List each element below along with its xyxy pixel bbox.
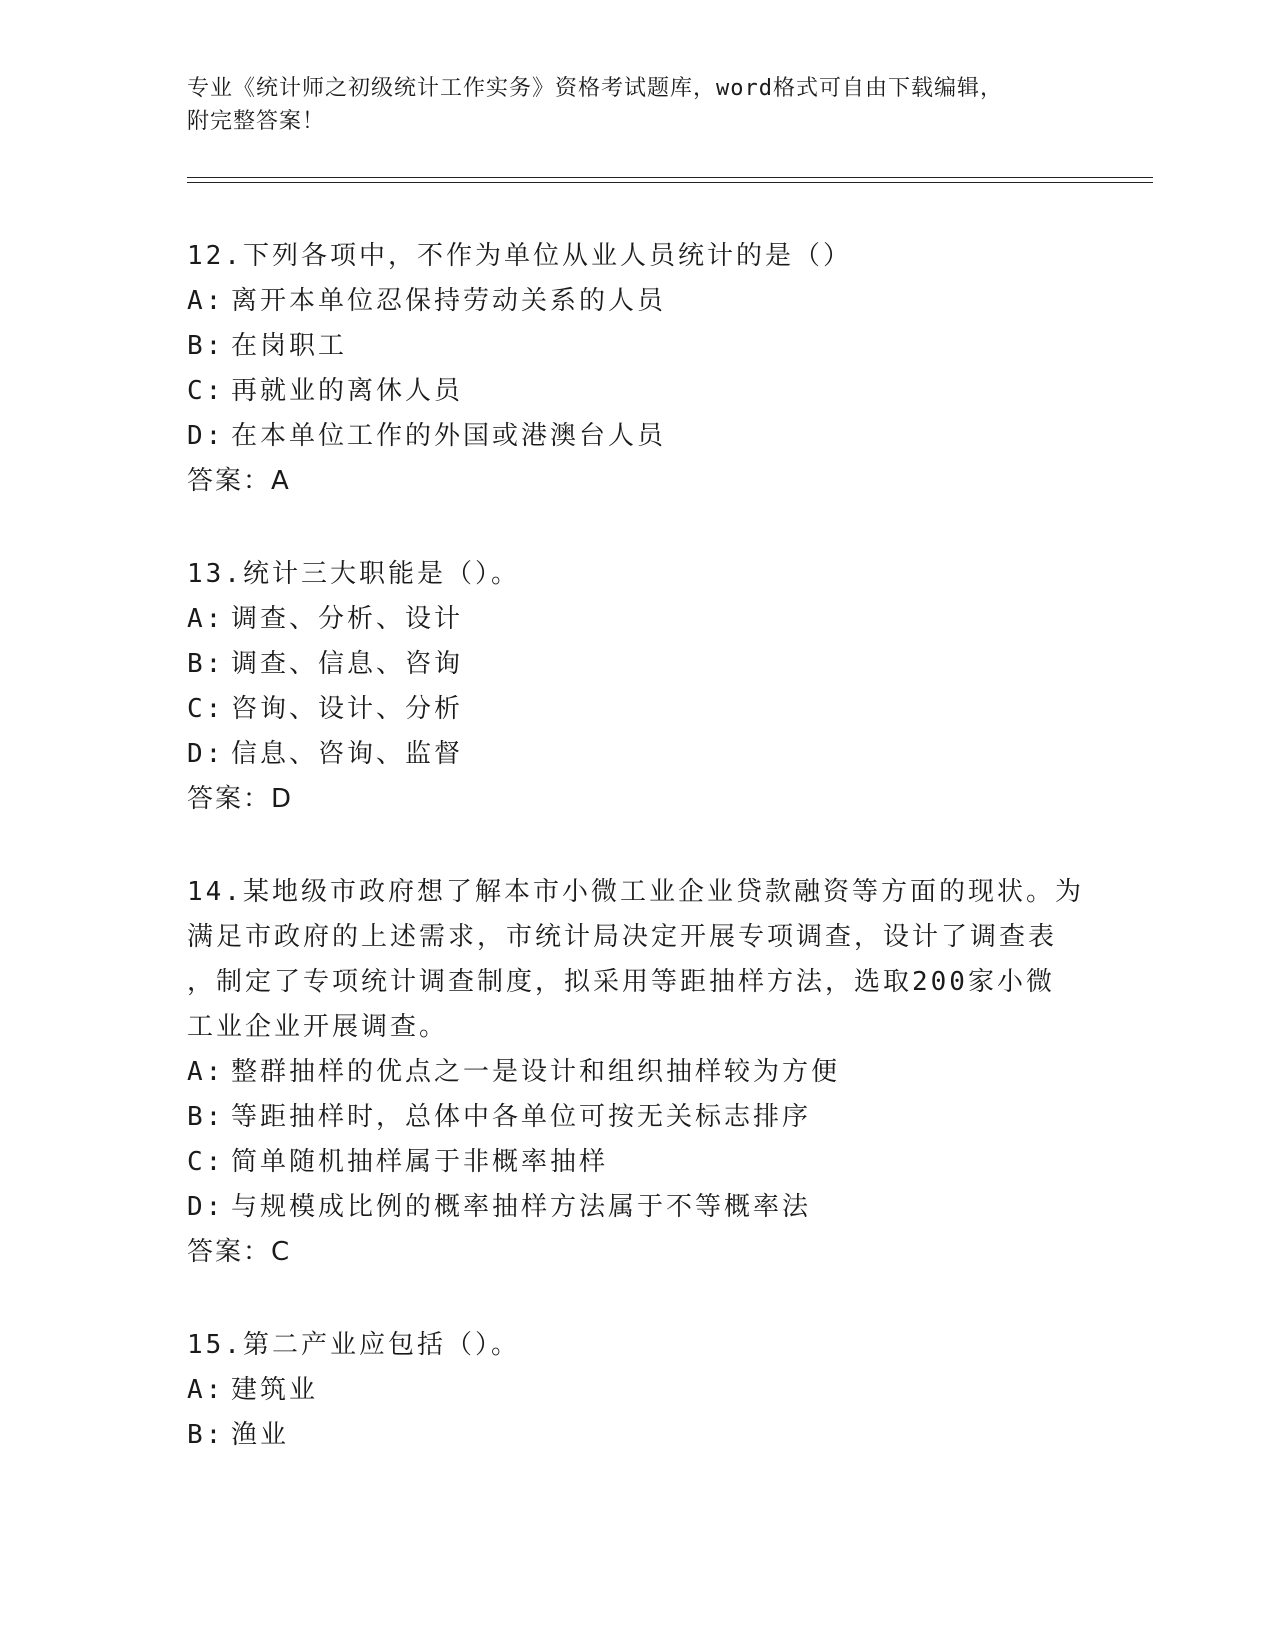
answer-line: 答案：A [187,466,291,496]
option-letter: B: [187,1420,225,1450]
option-b [187,324,1087,369]
option-letter: A: [187,604,225,634]
option-text: 再就业的离休人员 [231,376,464,406]
header-line-1: 专业《统计师之初级统计工作实务》资格考试题库，word格式可自由下载编辑， [187,76,1003,101]
option-letter: A: [187,1375,225,1405]
option-letter: C: [187,694,225,724]
answer-line: 答案：D [187,784,294,814]
header-divider-bottom [187,182,1153,183]
option-letter: D: [187,739,225,769]
question-stem: 12.下列各项中，不作为单位从业人员统计的是（） [187,241,852,271]
option-letter: D: [187,421,225,451]
option-text: 渔业 [231,1420,290,1450]
option-d [187,414,1087,459]
question-12 [187,234,1087,504]
option-text: 在本单位工作的外国或港澳台人员 [231,421,667,451]
header-line-2: 附完整答案！ [187,109,326,134]
question-stem: 15.第二产业应包括（）。 [187,1330,520,1360]
option-d [187,732,1087,777]
option-c [187,1140,1087,1185]
option-letter: C: [187,376,225,406]
question-stem-line: 14.某地级市政府想了解本市小微工业企业贷款融资等方面的现状。为 [187,877,1084,907]
option-letter: B: [187,1102,225,1132]
option-letter: D: [187,1192,225,1222]
option-letter: B: [187,331,225,361]
option-a [187,1050,1087,1095]
option-text: 调查、信息、咨询 [231,649,464,679]
option-b [187,1413,1087,1458]
question-stem-line: 工业企业开展调查。 [187,1012,449,1042]
question-14 [187,870,1087,1275]
option-c [187,369,1087,414]
option-text: 整群抽样的优点之一是设计和组织抽样较为方便 [231,1057,841,1087]
option-c [187,687,1087,732]
option-text: 在岗职工 [231,331,348,361]
option-b [187,642,1087,687]
option-b [187,1095,1087,1140]
answer-line: 答案：C [187,1237,292,1267]
option-text: 信息、咨询、监督 [231,739,464,769]
question-stem-line: 满足市政府的上述需求，市统计局决定开展专项调查，设计了调查表 [187,922,1058,952]
header-divider-top [187,177,1153,178]
option-a [187,1368,1087,1413]
option-text: 与规模成比例的概率抽样方法属于不等概率法 [231,1192,812,1222]
option-text: 咨询、设计、分析 [231,694,464,724]
question-13 [187,552,1087,822]
option-letter: C: [187,1147,225,1177]
option-text: 建筑业 [231,1375,319,1405]
question-15 [187,1323,1087,1458]
option-letter: A: [187,1057,225,1087]
option-text: 调查、分析、设计 [231,604,464,634]
question-stem-line: ，制定了专项统计调查制度，拟采用等距抽样方法，选取200家小微 [187,967,1055,997]
option-text: 简单随机抽样属于非概率抽样 [231,1147,609,1177]
option-a [187,597,1087,642]
document-header [187,72,1087,138]
option-text: 等距抽样时，总体中各单位可按无关标志排序 [231,1102,812,1132]
option-letter: B: [187,649,225,679]
question-stem: 13.统计三大职能是（）。 [187,559,520,589]
option-a [187,279,1087,324]
option-d [187,1185,1087,1230]
option-letter: A: [187,286,225,316]
option-text: 离开本单位忍保持劳动关系的人员 [231,286,667,316]
